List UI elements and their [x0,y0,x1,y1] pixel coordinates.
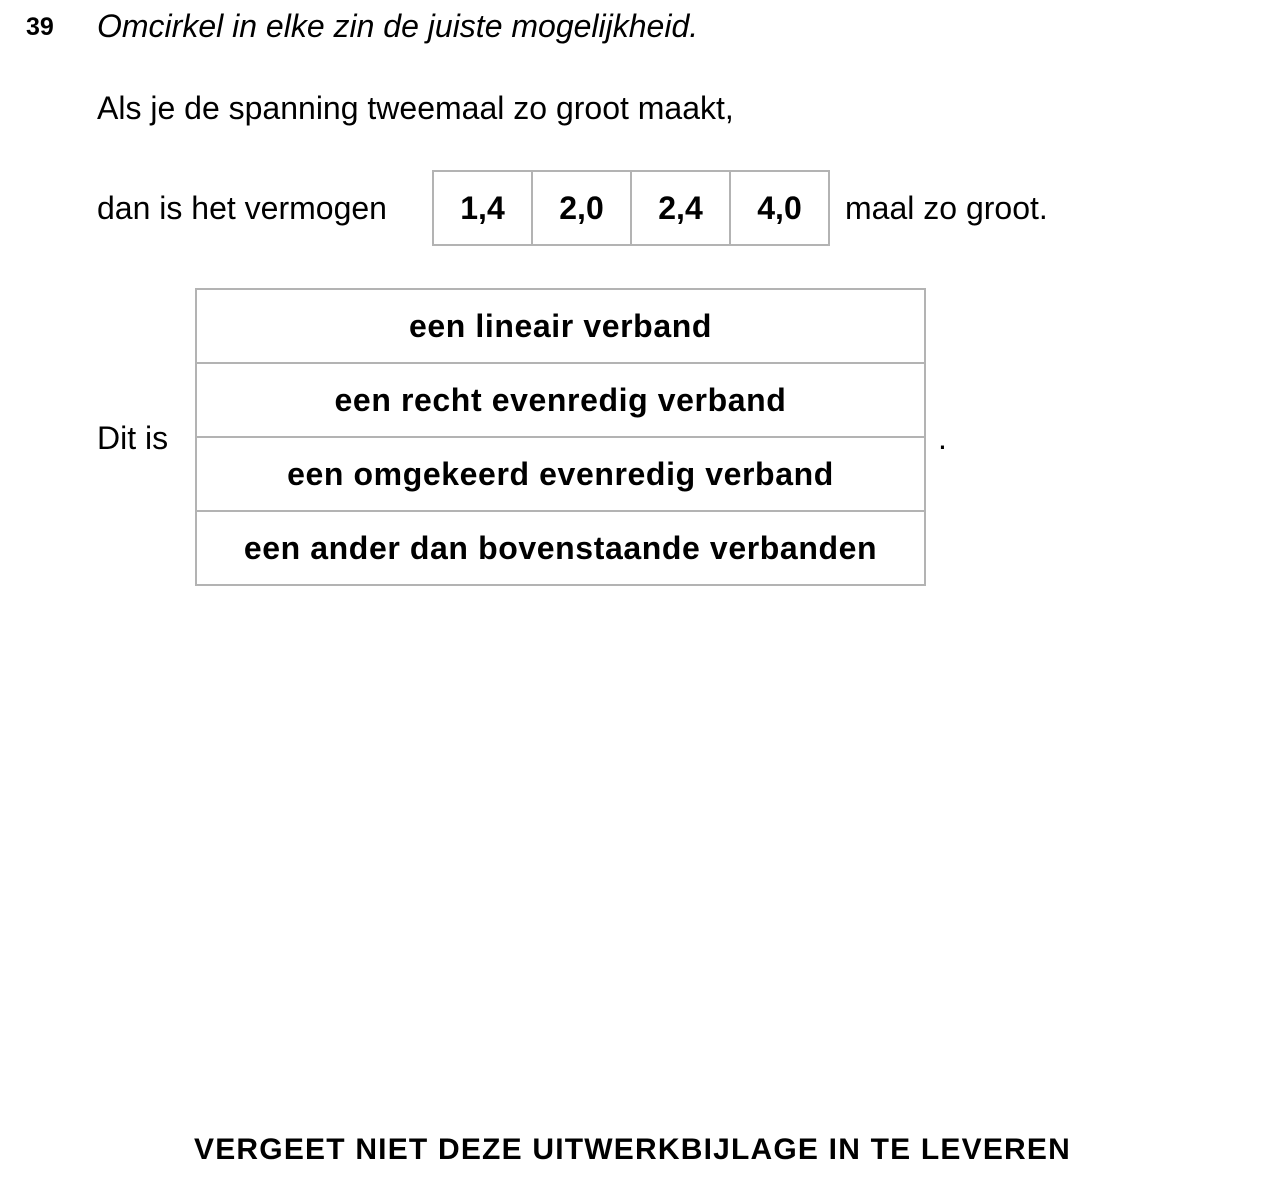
question-number: 39 [26,13,54,41]
footer-notice: VERGEET NIET DEZE UITWERKBIJLAGE IN TE LEVEREN [194,1133,1071,1166]
factor-option[interactable]: 2,0 [533,172,632,244]
question-instruction: Omcirkel in elke zin de juiste mogelijkheid. [97,8,699,44]
sentence-3-suffix: . [938,420,947,456]
relation-option[interactable]: een ander dan bovenstaande verbanden [243,529,878,566]
sentence-3-prefix: Dit is [97,420,169,456]
sentence-2 [97,170,1048,246]
relation-option[interactable]: een recht evenredig verband [197,364,924,438]
relation-options [195,288,926,586]
factor-option[interactable]: 4,0 [757,189,802,226]
factor-option[interactable]: 2,4 [632,172,731,244]
sentence-2-suffix: maal zo groot. [845,189,1048,226]
relation-option[interactable]: een lineair verband [197,290,924,364]
sentence-1: Als je de spanning tweemaal zo groot maakt, [97,90,734,126]
relation-option[interactable]: een omgekeerd evenredig verband [197,438,924,512]
sentence-2-prefix: dan is het vermogen [97,189,387,226]
factor-options [432,170,830,246]
factor-option[interactable]: 1,4 [434,172,533,244]
